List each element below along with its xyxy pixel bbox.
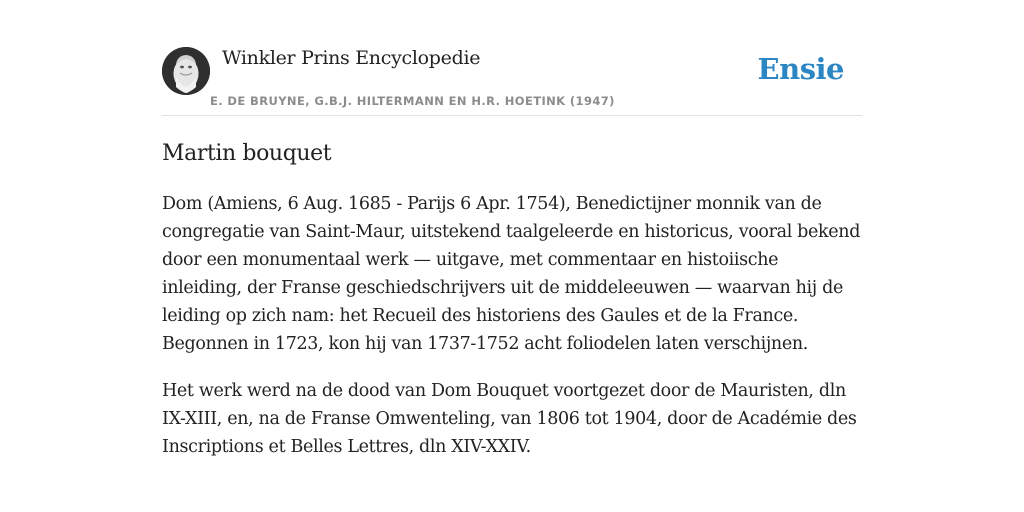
article-paragraph: Het werk werd na de dood van Dom Bouquet voortgezet door de Mauristen, dln IX-XIII, en, na de Franse Omwenteling, van 1806 tot 1904, door de Académie des Inscriptions et Belles Lettres, dln XIV-XXIV. [162, 381, 857, 457]
author-avatar[interactable] [162, 47, 210, 95]
ensie-logo-link[interactable]: Ensie [757, 52, 844, 86]
encyclopedia-authors: E. DE BRUYNE, G.B.J. HILTERMANN EN H.R. HOETINK (1947) [210, 94, 615, 108]
encyclopedia-header [162, 40, 862, 116]
encyclopedia-title[interactable]: Winkler Prins Encyclopedie [222, 47, 481, 69]
article-paragraph: Dom (Amiens, 6 Aug. 1685 - Parijs 6 Apr. 1754), Benedictijner monnik van de congregatie van Saint-Maur, uitstekend taalgeleerde en historicus, vooral bekend door een monumentaal werk — uitgave, met commentaar en histoiische inleiding, der Franse geschiedschrijvers uit de middeleeuwen — waarvan hij de leiding op zich nam: het Recueil des historiens des Gaules et de la France. Begonnen in 1723, kon hij van 1737-1752 acht foliodelen laten verschijnen. [162, 194, 861, 354]
article [162, 138, 862, 480]
article-title: Martin bouquet [162, 141, 332, 166]
portrait-photo-icon [162, 47, 210, 95]
